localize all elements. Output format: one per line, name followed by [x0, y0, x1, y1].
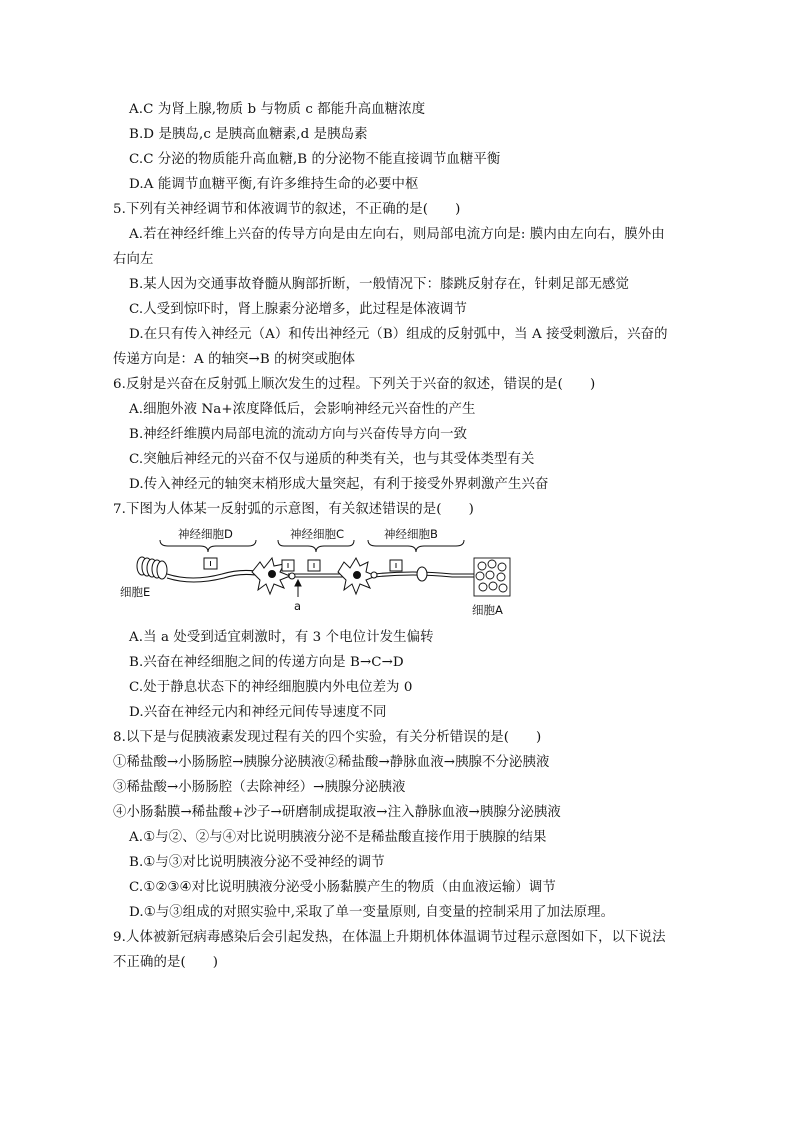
label-cell-b: 神经细胞B	[384, 527, 438, 541]
q8-option-d: D.①与③组成的对照实验中,采取了单一变量原则, 自变量的控制采用了加法原理。	[129, 905, 615, 920]
label-cell-c: 神经细胞C	[290, 527, 345, 541]
bracket-cell-c	[278, 540, 354, 552]
effector-cell-a	[474, 558, 510, 596]
q8-experiment-3: ③稀盐酸→小肠肠腔（去除神经）→胰腺分泌胰液	[113, 780, 406, 795]
q8-experiment-1-2: ①稀盐酸→小肠肠腔→胰腺分泌胰液②稀盐酸→静脉血液→胰腺不分泌胰液	[113, 755, 550, 770]
reflex-arc-figure	[112, 522, 522, 622]
label-cell-a: 细胞A	[472, 603, 503, 617]
q5-option-d-cont: 传递方向是：A 的轴突→B 的树突或胞体	[113, 352, 356, 367]
voltmeter-4	[390, 560, 402, 571]
voltmeter-1	[204, 558, 217, 569]
q5-option-b: B.某人因为交通事故脊髓从胸部折断，一般情况下：膝跳反射存在，针刺足部无感觉	[129, 277, 629, 292]
q4-option-b: B.D 是胰岛,c 是胰高血糖素,d 是胰岛素	[129, 127, 368, 142]
q6-option-c: C.突触后神经元的兴奋不仅与递质的种类有关，也与其受体类型有关	[129, 452, 535, 467]
label-point-a: a	[294, 599, 302, 613]
voltmeter-3	[308, 560, 320, 571]
q7-stem: 7.下图为人体某一反射弧的示意图，有关叙述错误的是( )	[113, 502, 474, 517]
q8-stem: 8.以下是与促胰液素发现过程有关的四个实验，有关分析错误的是( )	[113, 730, 542, 745]
q7-option-d: D.兴奋在神经元内和神经元间传导速度不同	[129, 705, 387, 720]
q6-stem: 6.反射是兴奋在反射弧上顺次发生的过程。下列关于兴奋的叙述，错误的是( )	[113, 377, 596, 392]
schwann-cell	[417, 567, 427, 581]
q5-option-d: D.在只有传入神经元（A）和传出神经元（B）组成的反射弧中，当 A 接受刺激后，兴奋的	[129, 327, 668, 342]
q7-option-c: C.处于静息状态下的神经细胞膜内外电位差为 0	[129, 680, 413, 695]
q8-experiment-4: ④小肠黏膜→稀盐酸+沙子→研磨制成提取液→注入静脉血液→胰腺分泌胰液	[113, 805, 561, 820]
q5-stem: 5.下列有关神经调节和体液调节的叙述，不正确的是( )	[113, 202, 461, 217]
q6-option-b: B.神经纤维膜内局部电流的流动方向与兴奋传导方向一致	[129, 427, 468, 442]
q8-option-c: C.①②③④对比说明胰液分泌受小肠黏膜产生的物质（由血液运输）调节	[129, 880, 556, 895]
q8-option-b: B.①与③对比说明胰液分泌不受神经的调节	[129, 855, 385, 870]
bracket-cell-b	[368, 540, 464, 552]
q4-option-c: C.C 分泌的物质能升高血糖,B 的分泌物不能直接调节血糖平衡	[129, 152, 501, 167]
q4-option-a: A.C 为肾上腺,物质 b 与物质 c 都能升高血糖浓度	[129, 102, 426, 117]
q6-option-d: D.传入神经元的轴突末梢形成大量突起，有利于接受外界刺激产生兴奋	[129, 477, 549, 492]
q6-option-a: A.细胞外液 Na+浓度降低后，会影响神经元兴奋性的产生	[129, 402, 476, 417]
label-cell-e: 细胞E	[120, 585, 151, 599]
nerve-fibers	[167, 570, 474, 582]
bracket-cell-d	[160, 540, 256, 552]
q7-option-a: A.当 a 处受到适宜刺激时，有 3 个电位计发生偏转	[129, 630, 434, 645]
neuron-body-c	[338, 558, 376, 594]
q9-stem: 9.人体被新冠病毒感染后会引起发热，在体温上升期机体体温调节过程示意图如下，以下说法	[113, 930, 666, 945]
q7-option-b: B.兴奋在神经细胞之间的传递方向是 B→C→D	[129, 655, 404, 670]
q8-option-a: A.①与②、②与④对比说明胰液分泌不是稀盐酸直接作用于胰腺的结果	[129, 830, 547, 845]
q9-stem-cont: 不正确的是( )	[113, 955, 219, 970]
q5-option-c: C.人受到惊吓时，肾上腺素分泌增多，此过程是体液调节	[129, 302, 467, 317]
voltmeter-2	[282, 560, 294, 571]
q4-option-d: D.A 能调节血糖平衡,有许多维持生命的必要中枢	[129, 177, 419, 192]
receptor-coil	[137, 557, 167, 579]
stimulus-arrow	[295, 580, 301, 597]
label-cell-d: 神经细胞D	[178, 527, 233, 541]
q5-option-a: A.若在神经纤维上兴奋的传导方向是由左向右，则局部电流方向是: 膜内由左向右，膜外由	[129, 227, 665, 242]
q5-option-a-cont: 右向左	[113, 252, 154, 267]
